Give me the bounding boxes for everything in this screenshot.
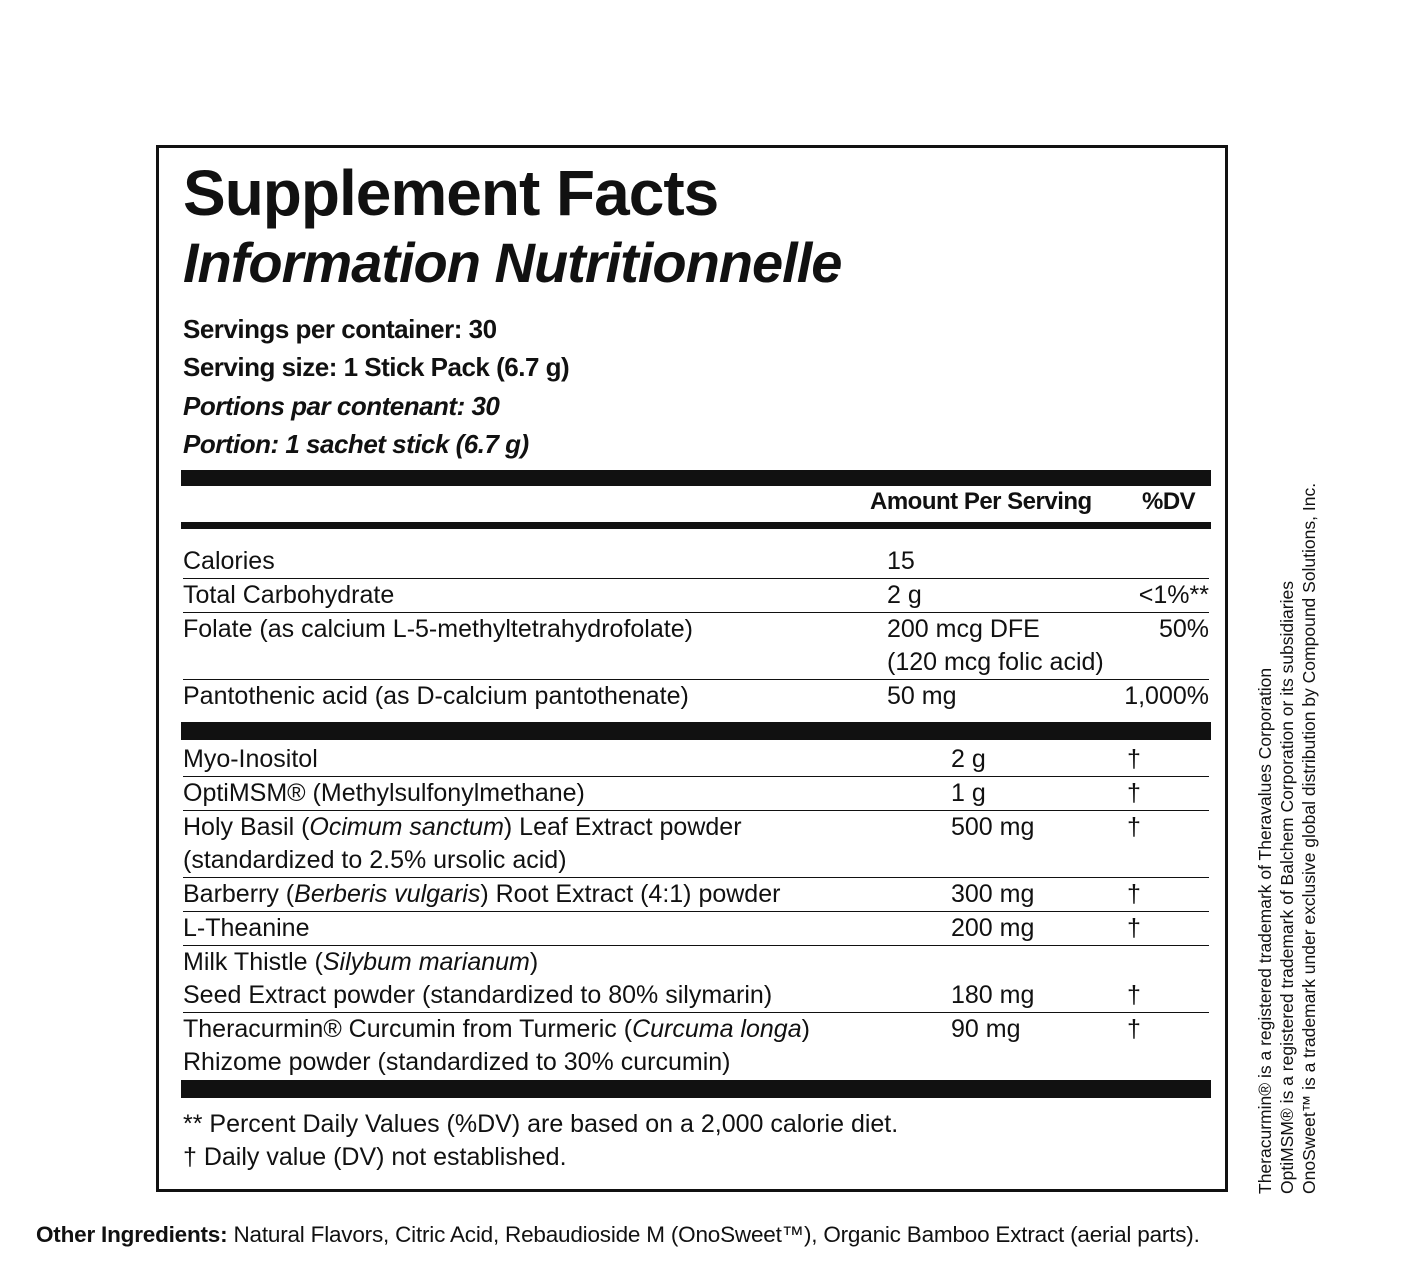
thick-divider <box>181 470 1211 486</box>
footnote-dv: ** Percent Daily Values (%DV) are based on a 2,000 calorie diet. <box>183 1110 899 1138</box>
trademark-line: OnoSweet™ is a trademark under exclusive global distribution by Compound Solutions, Inc. <box>1299 482 1319 1194</box>
dagger-mark: † <box>1127 779 1141 807</box>
page-title: Supplement Facts <box>183 157 719 229</box>
other-ingredients-label: Other Ingredients: <box>36 1222 228 1247</box>
ingredient-name: Myo-Inositol <box>183 745 318 773</box>
servings-per-container: Servings per container: 30 <box>183 314 497 344</box>
nutrient-amount: 50 mg <box>887 682 957 710</box>
ingredient-amount: 90 mg <box>951 1015 1021 1043</box>
ingredient-amount: 300 mg <box>951 880 1035 908</box>
thick-divider <box>181 1080 1211 1098</box>
nutrient-name: Total Carbohydrate <box>183 581 395 609</box>
table-row <box>183 579 1209 613</box>
nutrient-name: Pantothenic acid (as D-calcium pantothenate) <box>183 682 689 710</box>
nutrient-list <box>183 545 1209 713</box>
trademark-line: OptiMSM® is a registered trademark of Balchem Corporation or its subsidiaries <box>1277 581 1297 1194</box>
table-row <box>183 946 1209 1013</box>
nutrient-name: Calories <box>183 547 275 575</box>
table-row <box>183 545 1209 579</box>
page-subtitle: Information Nutritionnelle <box>183 231 842 294</box>
table-row <box>183 878 1209 912</box>
nutrient-dv: 50% <box>1158 615 1209 643</box>
dagger-mark: † <box>1127 745 1141 773</box>
ingredient-amount: 1 g <box>951 779 986 807</box>
other-ingredients <box>36 1224 1200 1247</box>
table-row <box>183 912 1209 946</box>
table-row <box>183 743 1209 777</box>
ingredient-name: Theracurmin® Curcumin from Turmeric (Curcuma longa) <box>183 1015 810 1043</box>
serving-size-fr: Portion: 1 sachet stick (6.7 g) <box>183 429 529 459</box>
other-ingredients-text: Natural Flavors, Citric Acid, Rebaudioside M (OnoSweet™), Organic Bamboo Extract (aerial parts). <box>227 1222 1200 1247</box>
ingredient-name: OptiMSM® (Methylsulfonylmethane) <box>183 779 585 807</box>
trademark-notice <box>1254 483 1320 1194</box>
nutrient-dv: 1,000% <box>1124 682 1209 710</box>
dv-header: %DV <box>1142 488 1196 515</box>
dagger-mark: † <box>1127 1015 1141 1043</box>
table-row <box>183 1013 1209 1079</box>
dagger-mark: † <box>1127 914 1141 942</box>
ingredient-amount: 500 mg <box>951 813 1035 841</box>
table-row <box>183 680 1209 713</box>
servings-per-container-fr: Portions par contenant: 30 <box>183 391 500 421</box>
table-row <box>183 777 1209 811</box>
ingredient-name-line2: Seed Extract powder (standardized to 80% silymarin) <box>183 981 773 1009</box>
supplement-facts-panel <box>156 145 1228 1192</box>
table-row <box>183 811 1209 878</box>
ingredient-name: L-Theanine <box>183 914 310 942</box>
serving-size: Serving size: 1 Stick Pack (6.7 g) <box>183 352 570 382</box>
ingredient-name: Holy Basil (Ocimum sanctum) Leaf Extract powder <box>183 813 742 841</box>
ingredient-name-line2: (standardized to 2.5% ursolic acid) <box>183 846 567 874</box>
ingredient-name: Barberry (Berberis vulgaris) Root Extract (4:1) powder <box>183 880 781 908</box>
trademark-line: Theracurmin® is a registered trademark of Theravalues Corporation <box>1255 667 1275 1194</box>
ingredient-list <box>183 743 1209 1079</box>
dagger-mark: † <box>1127 813 1141 841</box>
amount-per-serving-header: Amount Per Serving <box>870 488 1092 515</box>
medium-divider <box>181 522 1211 529</box>
nutrient-amount: 2 g <box>887 581 922 609</box>
table-row <box>183 613 1209 680</box>
thick-divider <box>181 722 1211 740</box>
dagger-mark: † <box>1127 880 1141 908</box>
nutrient-dv: <1%** <box>1138 581 1209 609</box>
footnote-dagger: † Daily value (DV) not established. <box>183 1143 567 1171</box>
ingredient-name-line2: Rhizome powder (standardized to 30% curcumin) <box>183 1048 731 1076</box>
nutrient-name: Folate (as calcium L-5-methyltetrahydrofolate) <box>183 615 693 643</box>
nutrient-amount: 200 mcg DFE <box>887 615 1040 643</box>
ingredient-name: Milk Thistle (Silybum marianum) <box>183 948 539 976</box>
dagger-mark: † <box>1127 981 1141 1009</box>
ingredient-amount: 200 mg <box>951 914 1035 942</box>
ingredient-amount: 180 mg <box>951 981 1035 1009</box>
nutrient-amount-detail: (120 mcg folic acid) <box>887 648 1104 676</box>
ingredient-amount: 2 g <box>951 745 986 773</box>
nutrient-amount: 15 <box>887 547 915 575</box>
